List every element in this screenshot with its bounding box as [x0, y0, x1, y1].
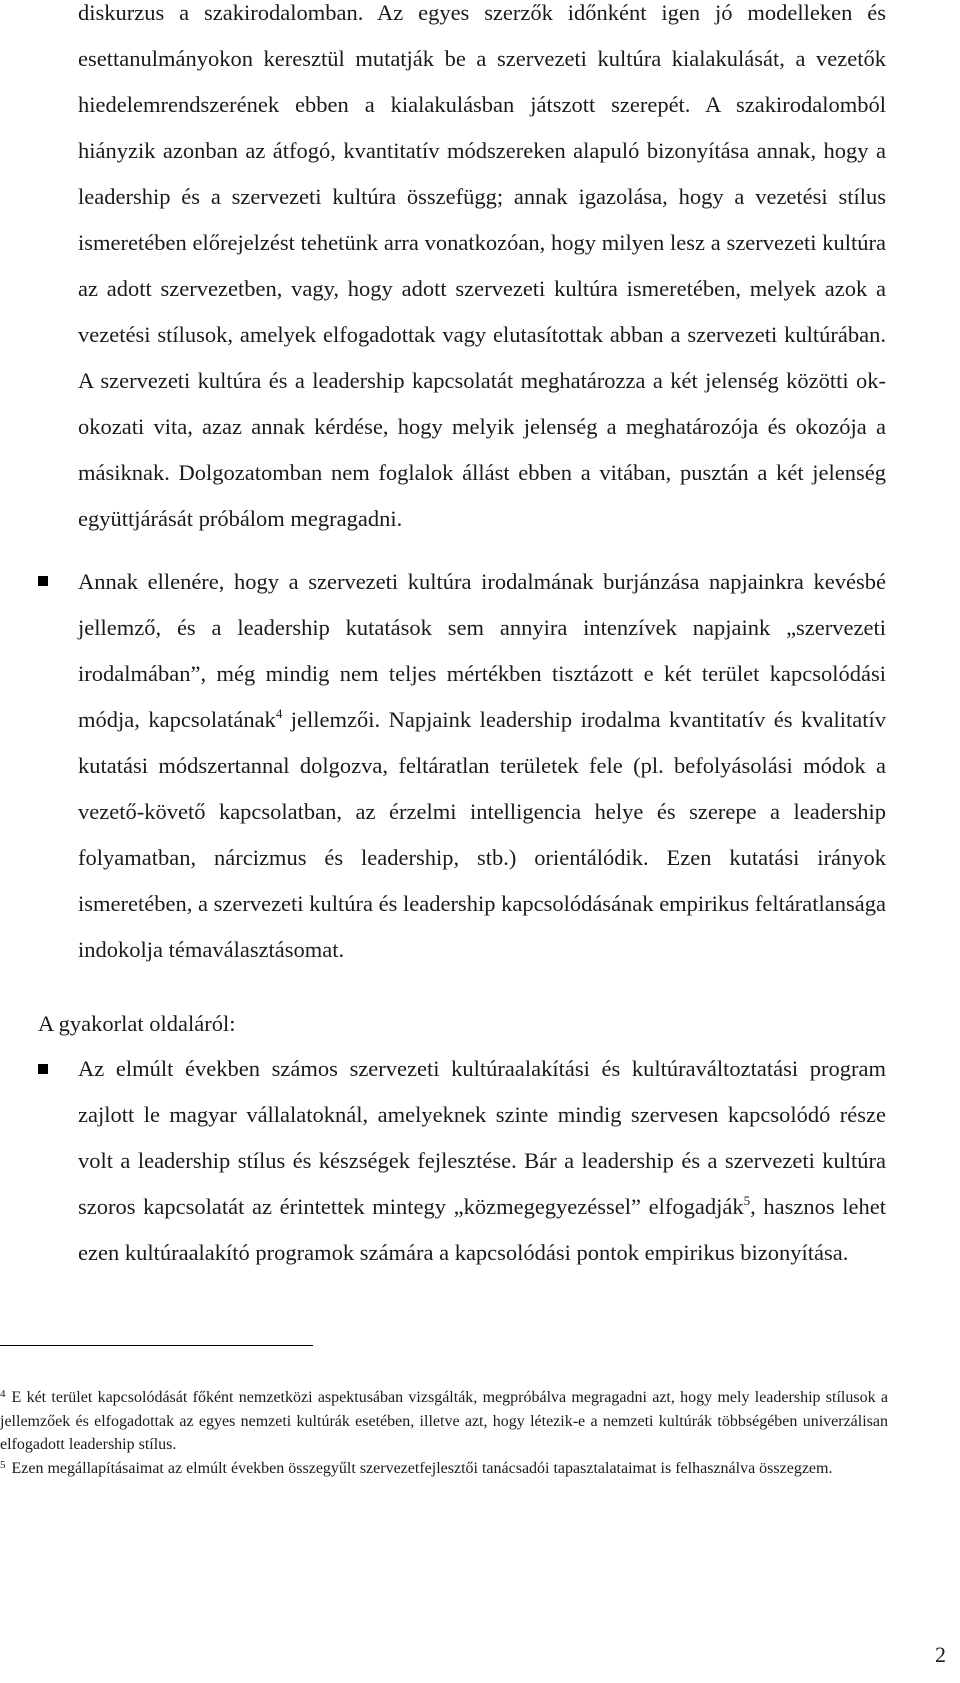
- section-lead: A gyakorlat oldaláról:: [38, 1011, 236, 1036]
- bullet-1-text-b: jellemzői. Napjaink leadership irodalma kvantitatív és kvalitatív kutatási módszertannal dolgozva, feltáratlan területek fele (pl. befolyásolási módok a vezető-követő kapcsolatban, az érzelmi intelligencia helye és szerepe a leadership folyamatban, nárcizmus és leadership, stb.) orientálódik. Ezen kutatási irányok ismeretében, a szervezeti kultúra és leadership kapcsolódásának empirikus feltáratlansága indokolja témaválasztásomat.: [78, 707, 886, 962]
- footnote-5: [0, 1457, 888, 1481]
- bullet-paragraph-1: [78, 559, 886, 973]
- footnote-separator: [0, 1345, 313, 1346]
- footnote-ref-5[interactable]: 5: [743, 1193, 751, 1208]
- intro-text: diskurzus a szakirodalomban. Az egyes szerzők időnként igen jó modelleken és esettanulmányokon keresztül mutatják be a szervezeti kultúra kialakulását, a vezetők hiedelemrendszerének ebben a kialakulásban játszott szerepét. A szakirodalomból hiányzik azonban az átfogó, kvantitatív módszereken alapuló bizonyítása annak, hogy a leadership és a szervezeti kultúra összefügg; annak igazolása, hogy a vezetési stílus ismeretében előrejelzést tehetünk arra vonatkozóan, hogy milyen lesz a szervezeti kultúra az adott szervezetben, vagy, hogy adott szervezeti kultúra ismeretében, melyek azok a vezetési stílusok, amelyek elfogadottak vagy elutasítottak abban a szervezeti kultúrában. A szervezeti kultúra és a leadership kapcsolatát meghatározza a két jelenség közötti ok-okozati vita, azaz annak kérdése, hogy melyik jelenség a meghatározója és okozója a másiknak. Dolgozatomban nem foglalok állást ebben a vitában, pusztán a két jelenség együttjárását próbálom megragadni.: [78, 0, 886, 531]
- square-bullet-icon: [38, 576, 48, 586]
- footnote-number: 4: [0, 1388, 6, 1400]
- bullet-paragraph-2: [78, 1046, 886, 1276]
- footnote-number: 5: [0, 1458, 6, 1471]
- footnote-text: Ezen megállapításaimat az elmúlt években összegyűlt szervezetfejlesztői tanácsadói tapasztalataimat is felhasználva összegzem.: [11, 1459, 833, 1477]
- bullet-2-text-b: , hasznos lehet ezen kultúraalakító programok számára a kapcsolódási pontok empirikus bizonyítása.: [78, 1194, 886, 1265]
- footnote-text: E két terület kapcsolódását főként nemzetközi aspektusában vizsgálták, megpróbálva megragadni azt, hogy mely leadership stílusok a jellemzőek és elfogadottak az egyes nemzeti kultúrák esetében, illetve azt, hogy létezik-e a nemzeti kultúrák többségében univerzálisan elfogadott leadership stílus.: [0, 1389, 888, 1453]
- page-number: 2: [935, 1642, 946, 1667]
- footnote-4: [0, 1386, 888, 1457]
- footnotes: [0, 1386, 888, 1480]
- square-bullet-icon: [38, 1064, 48, 1074]
- bullet-2-text-a: Az elmúlt években számos szervezeti kultúraalakítási és kultúraváltoztatási program zajlott le magyar vállalatoknál, amelyeknek szinte mindig szervesen kapcsolódó része volt a leadership stílus és készségek fejlesztése. Bár a leadership és a szervezeti kultúra szoros kapcsolatát az érintettek mintegy „közmegegyezéssel” elfogadják: [78, 1056, 886, 1219]
- bullet-1-text-a: Annak ellenére, hogy a szervezeti kultúra irodalmának burjánzása napjainkra kevésbé jellemző, és a leadership kutatások sem annyira intenzívek napjaink „szervezeti irodalmában”, még mindig nem teljes mértékben tisztázott e két terület kapcsolódási módja, kapcsolatának: [78, 569, 886, 732]
- footnote-ref-4[interactable]: 4: [275, 706, 283, 721]
- intro-paragraph: [78, 0, 886, 542]
